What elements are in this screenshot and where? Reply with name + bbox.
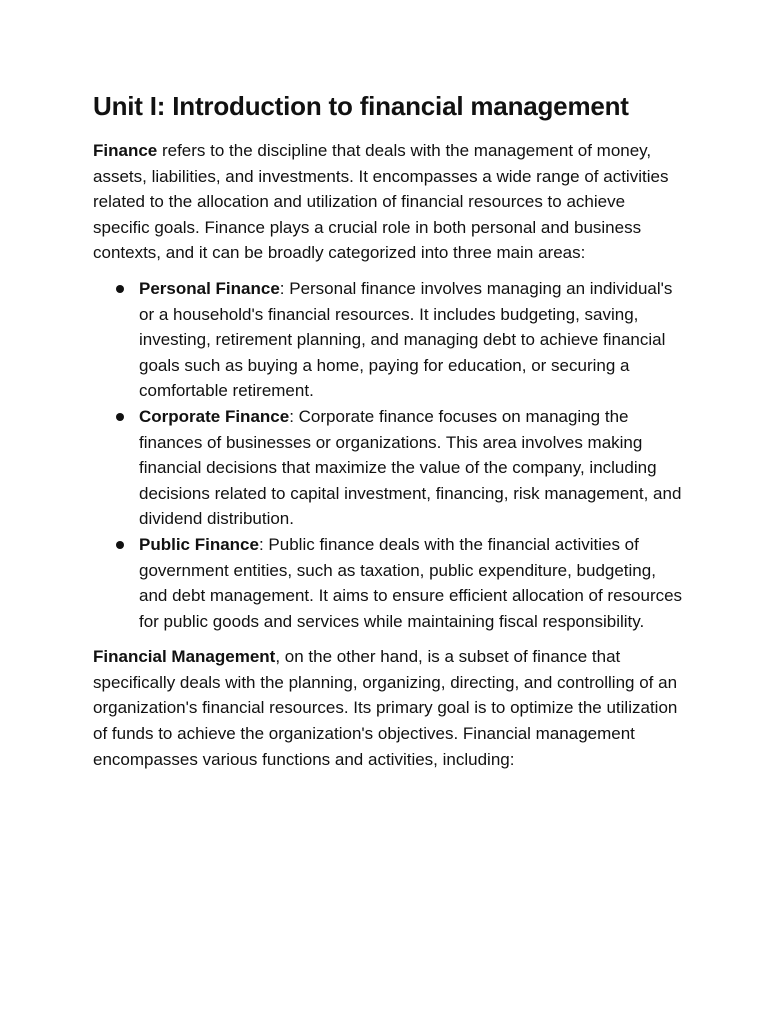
fm-term: Financial Management xyxy=(93,647,276,667)
financial-management-paragraph xyxy=(93,644,683,772)
bullet-icon xyxy=(116,413,124,421)
list-item-text xyxy=(139,535,682,631)
list-item-body: : Public finance deals with the financial activities of government entities, such as taxation, public expenditure, budgeting, and debt management. It aims to ensure efficient allocation of resources for public goods and services while maintaining fiscal responsibility. xyxy=(139,534,683,631)
list-item-term: Public Finance xyxy=(139,534,259,554)
bullet-icon xyxy=(116,285,124,293)
intro-text: refers to the discipline that deals with the management of money, assets, liabilities, and investments. It encompasses a wide range of activities related to the allocation and utilization of financial resources to achieve specific goals. Finance plays a crucial role in both personal and business contexts, and it can be broadly categorized into three main areas: xyxy=(93,141,669,263)
finance-areas-list xyxy=(93,276,683,634)
page-title: Unit I: Introduction to financial management xyxy=(93,91,629,121)
list-item-corporate-finance xyxy=(93,404,683,532)
document-page xyxy=(93,88,683,782)
list-item-personal-finance xyxy=(93,276,683,404)
list-item-public-finance xyxy=(93,532,683,634)
list-item-text xyxy=(139,407,681,528)
list-item-body: : Corporate finance focuses on managing the finances of businesses or organizations. This area involves making financial decisions that maximize the value of the company, including decisions related to capital investment, financing, risk management, and dividend distribution. xyxy=(139,406,682,529)
list-item-term: Corporate Finance xyxy=(139,406,290,426)
intro-term: Finance xyxy=(93,141,158,160)
list-item-term: Personal Finance xyxy=(139,278,280,298)
list-item-text xyxy=(139,279,672,400)
intro-paragraph xyxy=(93,138,683,266)
fm-text: , on the other hand, is a subset of finance that specifically deals with the planning, organizing, directing, and controlling of an organization's financial resources. Its primary goal is to optimize the utilization of funds to achieve the organization's objectives. Financial management encompasses various functions and activities, including: xyxy=(93,647,678,769)
list-item-body: : Personal finance involves managing an individual's or a household's financial resources. It includes budgeting, saving, investing, retirement planning, and managing debt to achieve financial goals such as buying a home, paying for education, or securing a comfortable retirement. xyxy=(139,278,673,401)
bullet-icon xyxy=(116,541,124,549)
